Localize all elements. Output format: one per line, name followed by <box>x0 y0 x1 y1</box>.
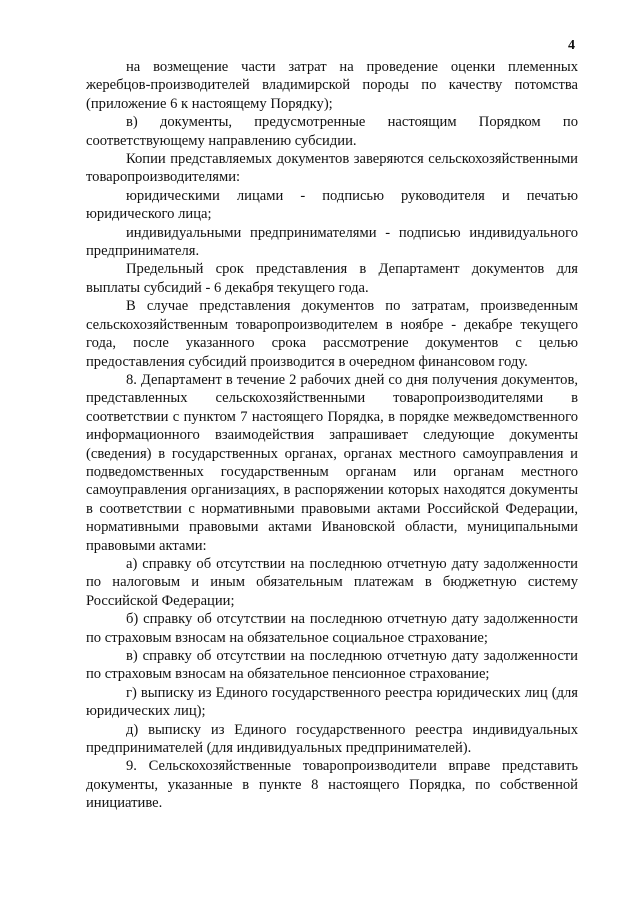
paragraph-item-v-documents: в) документы, предусмотренные настоящим Порядком по соответствующему направлению субсидии. <box>86 114 578 149</box>
paragraph-item-v-pension-insurance: в) справку об отсутствии на последнюю отчетную дату задолженности по страховым взносам на обязательное пенсионное страхование; <box>86 648 578 683</box>
paragraph-item-g-legal-registry: г) выписку из Единого государственного реестра юридических лиц (для юридических лиц); <box>86 684 578 720</box>
paragraph-section-8: 8. Департамент в течение 2 рабочих дней со дня получения документов, представленных сельскохозяйственными товаропроизводителями в соответствии с пунктом 7 настоящего Порядка, в порядке межведомственного информационного взаимодействия запрашивает следующие документы (сведения) в государственных органах, органах местного самоуправления и подведомственных государственным органам или органам местного самоуправления организациях, в распоряжении которых находятся документы в соответствии с нормативными правовыми актами Российской Федерации, нормативными правовыми актами Ивановской области, муниципальными правовыми актами: <box>86 371 578 554</box>
paragraph-item-b-social-insurance: б) справку об отсутствии на последнюю отчетную дату задолженности по страховым взносам на обязательное социальное страхование; <box>86 611 578 646</box>
paragraph-bull-evaluation: на возмещение части затрат на проведение оценки племенных жеребцов-производителей владимирской породы по качеству потомства (приложение 6 к настоящему Порядку); <box>86 59 578 112</box>
paragraph-legal-entities: юридическими лицами - подписью руководителя и печатью юридического лица; <box>86 187 578 223</box>
paragraph-late-submission: В случае представления документов по затратам, произведенным сельскохозяйственным товаропроизводителем в ноябре - декабре текущего года, после указанного срока рассмотрение документов с целью предоставления субсидий производится в очередном финансовом году. <box>86 298 578 370</box>
paragraph-individual-entrepreneurs: индивидуальными предпринимателями - подписью индивидуального предпринимателя. <box>86 224 578 260</box>
paragraph-deadline: Предельный срок представления в Департамент документов для выплаты субсидий - 6 декабря текущего года. <box>86 261 578 296</box>
document-body <box>86 58 578 813</box>
paragraph-item-a-tax-certificate: а) справку об отсутствии на последнюю отчетную дату задолженности по налоговым и иным обязательным платежам в бюджетную систему Российской Федерации; <box>86 555 578 609</box>
paragraph-section-9: 9. Сельскохозяйственные товаропроизводители вправе представить документы, указанные в пункте 8 настоящего Порядка, по собственной инициативе. <box>86 758 578 812</box>
page-number: 4 <box>568 38 575 53</box>
paragraph-copies-certified: Копии представляемых документов заверяются сельскохозяйственными товаропроизводителями: <box>86 151 578 186</box>
paragraph-item-d-entrepreneur-registry: д) выписку из Единого государственного реестра индивидуальных предпринимателей (для индивидуальных предпринимателей). <box>86 721 578 757</box>
